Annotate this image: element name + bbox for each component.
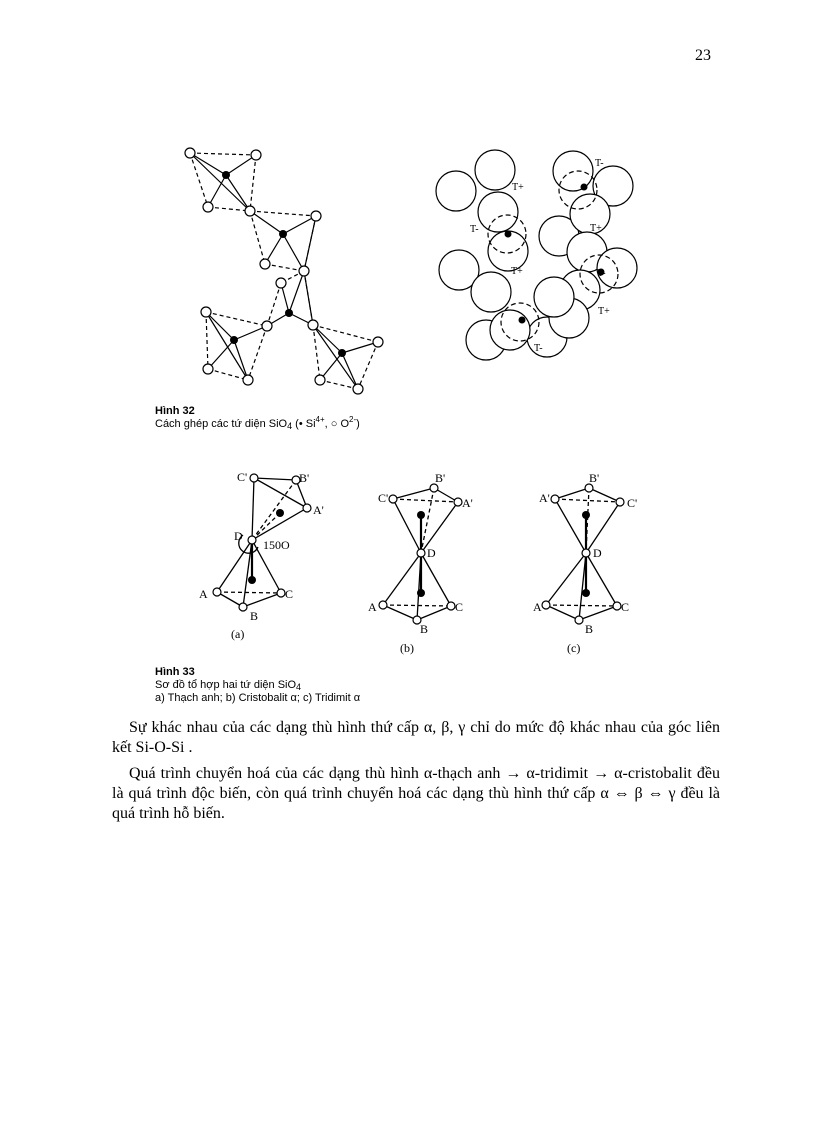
panel-a-label-angle: 150O	[263, 538, 290, 552]
panel-b-label-c1: C'	[378, 491, 389, 505]
figure-33-diagram	[175, 465, 655, 665]
panel-a-tag: (a)	[231, 627, 245, 641]
panel-c-label-c1: C'	[627, 496, 638, 510]
panel-a-label-b: B	[250, 609, 259, 623]
panel-a-label-c: C	[285, 587, 294, 601]
paragraph-2: Quá trình chuyển hoá của các dạng thù hình α-thạch anh → α-tridimit → α-cristobalit đều là quá trình độc biến, còn quá trình chuyển hoá các dạng thù hình thứ cấp α ⇔ β ⇔ γ đều là quá trình hỗ biến.	[112, 765, 720, 822]
ring-label-t4: T+	[590, 223, 602, 234]
panel-a-label-a: A	[199, 587, 208, 601]
panel-c-label-a: A	[533, 600, 542, 614]
panel-b-label-b1: B'	[435, 471, 446, 485]
ring-label-t3: T-	[470, 224, 479, 235]
panel-a-label-c1: C'	[237, 470, 248, 484]
panel-a-label-a1: A'	[313, 503, 324, 517]
panel-b-label-a1: A'	[462, 496, 473, 510]
panel-b-label-b: B	[420, 622, 429, 636]
ring-label-t5: T+	[511, 266, 523, 277]
ring-structure	[436, 150, 637, 360]
panel-c-label-b: B	[585, 622, 594, 636]
panel-b-label-d: D	[427, 546, 436, 560]
figure-32-caption	[155, 405, 360, 431]
panel-c-label-b1: B'	[589, 471, 600, 485]
panel-b-tag: (b)	[400, 641, 414, 655]
figure-32-diagram	[150, 140, 670, 410]
panel-b-label-a: A	[368, 600, 377, 614]
panel-c-tag: (c)	[567, 641, 581, 655]
paragraph-1: Sự khác nhau của các dạng thù hình thứ cấp α, β, γ chỉ do mức độ khác nhau của góc liên kết Si-O-Si .	[112, 719, 720, 756]
figure-32-caption-text: Cách ghép các tứ diện SiO$_4$ (• $Si^{4+}$, ○ $O^{2-}$)	[155, 415, 360, 431]
tetrahedra-chain	[190, 153, 378, 389]
figure-33-caption-line1: Sơ đồ tổ hợp hai tứ diện SiO$_4$	[155, 679, 302, 692]
panel-a	[217, 478, 307, 607]
figure-33-caption-line2: a) Thạch anh; b) Cristobalit α; c) Tridimit α	[155, 692, 361, 704]
ring-label-t1: T-	[595, 158, 604, 169]
panel-a-label-b1: B'	[299, 471, 310, 485]
panel-c-label-a1: A'	[539, 491, 550, 505]
figure-32-title: Hình 32	[155, 405, 195, 417]
ring-label-t6: T-	[597, 268, 606, 279]
panel-b-label-c: C	[455, 600, 464, 614]
ring-label-t2: T+	[512, 182, 524, 193]
panel-c-label-d: D	[593, 546, 602, 560]
panel-c-label-c: C	[621, 600, 630, 614]
panel-a-label-d: D	[234, 529, 243, 543]
figure-33-title: Hình 33	[155, 666, 195, 678]
ring-label-t8: T-	[534, 343, 543, 354]
oxygen-atoms	[185, 148, 383, 394]
ring-label-t7: T+	[598, 306, 610, 317]
page-number: 23	[695, 47, 711, 64]
figure-33-caption	[155, 666, 360, 705]
